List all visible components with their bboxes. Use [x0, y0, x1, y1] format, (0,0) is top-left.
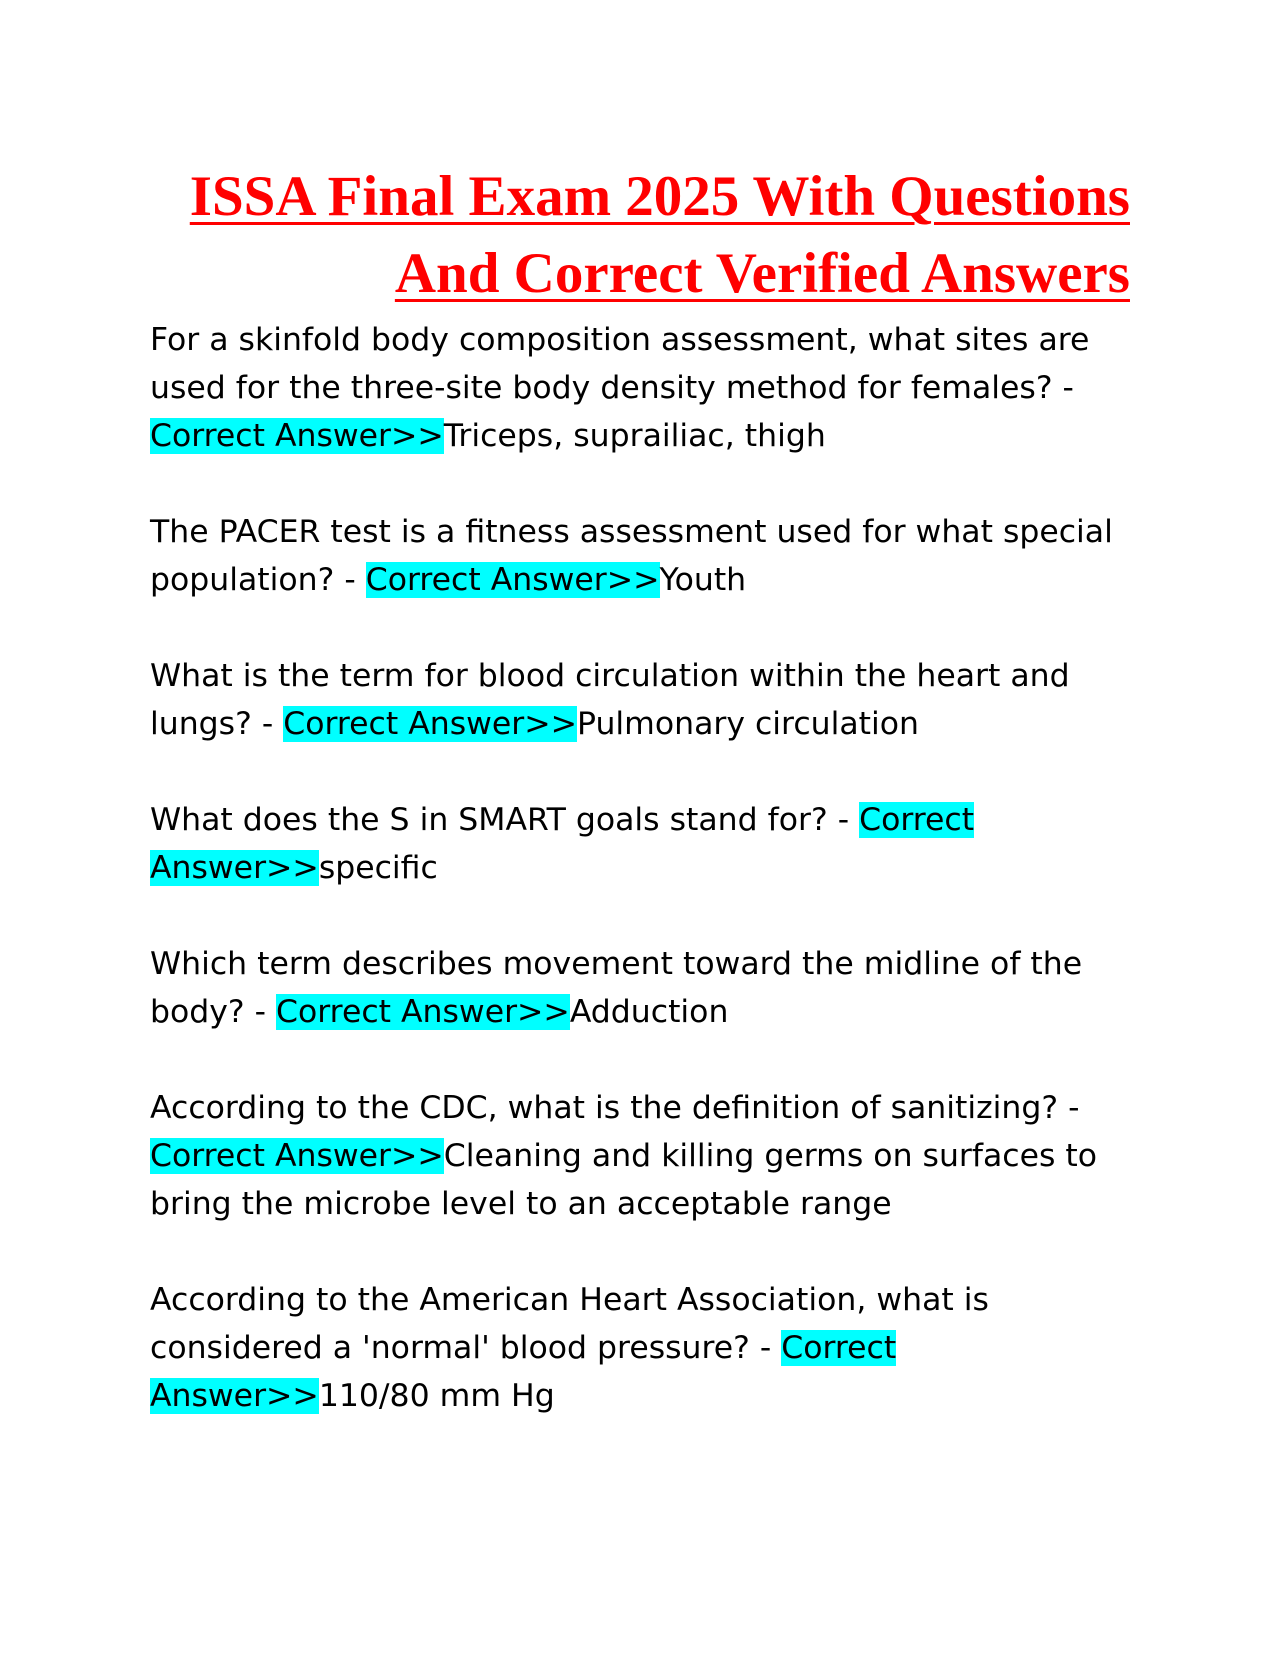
question-text: Which term describes movement toward the midline of the body? -	[150, 946, 1083, 1030]
question-text: The PACER test is a fitness assessment used for what special population? -	[150, 514, 1113, 598]
answer-text: Pulmonary circulation	[577, 706, 919, 742]
title-line-1: ISSA Final Exam 2025 With Questions	[189, 165, 1130, 228]
question-text: According to the American Heart Association, what is considered a 'normal' blood pressure? -	[150, 1282, 989, 1366]
answer-marker: Correct Answer>>	[150, 1330, 897, 1414]
title-line-2: And Correct Verified Answers	[394, 242, 1130, 305]
document-title	[148, 158, 1130, 312]
qa-item	[150, 316, 1140, 460]
qa-item	[150, 940, 1140, 1036]
question-text: For a skinfold body composition assessment, what sites are used for the three-site body density method for females? -	[150, 322, 1090, 406]
qa-item	[150, 1084, 1140, 1228]
qa-list	[150, 316, 1140, 1468]
qa-item	[150, 508, 1140, 604]
qa-item	[150, 652, 1140, 748]
qa-item	[150, 796, 1140, 892]
qa-item	[150, 1276, 1140, 1420]
question-text: What is the term for blood circulation within the heart and lungs? -	[150, 658, 1070, 742]
answer-marker: Correct Answer>>	[150, 418, 444, 454]
answer-marker: Correct Answer>>	[276, 994, 570, 1030]
answer-marker: Correct Answer>>	[150, 802, 975, 886]
question-text: What does the S in SMART goals stand for? -	[150, 802, 860, 838]
answer-marker: Correct Answer>>	[365, 562, 660, 598]
answer-text: Cleaning and killing germs on surfaces to bring the microbe level to an acceptable range	[150, 1138, 1098, 1222]
answer-text: Youth	[659, 562, 747, 598]
answer-marker: Correct Answer>>	[283, 706, 577, 742]
answer-text: Triceps, suprailiac, thigh	[443, 418, 826, 454]
question-text: According to the CDC, what is the definition of sanitizing? -	[150, 1090, 1080, 1126]
answer-text: Adduction	[569, 994, 729, 1030]
answer-text: specific	[318, 850, 438, 886]
answer-marker: Correct Answer>>	[150, 1138, 444, 1174]
answer-text: 110/80 mm Hg	[318, 1378, 555, 1414]
